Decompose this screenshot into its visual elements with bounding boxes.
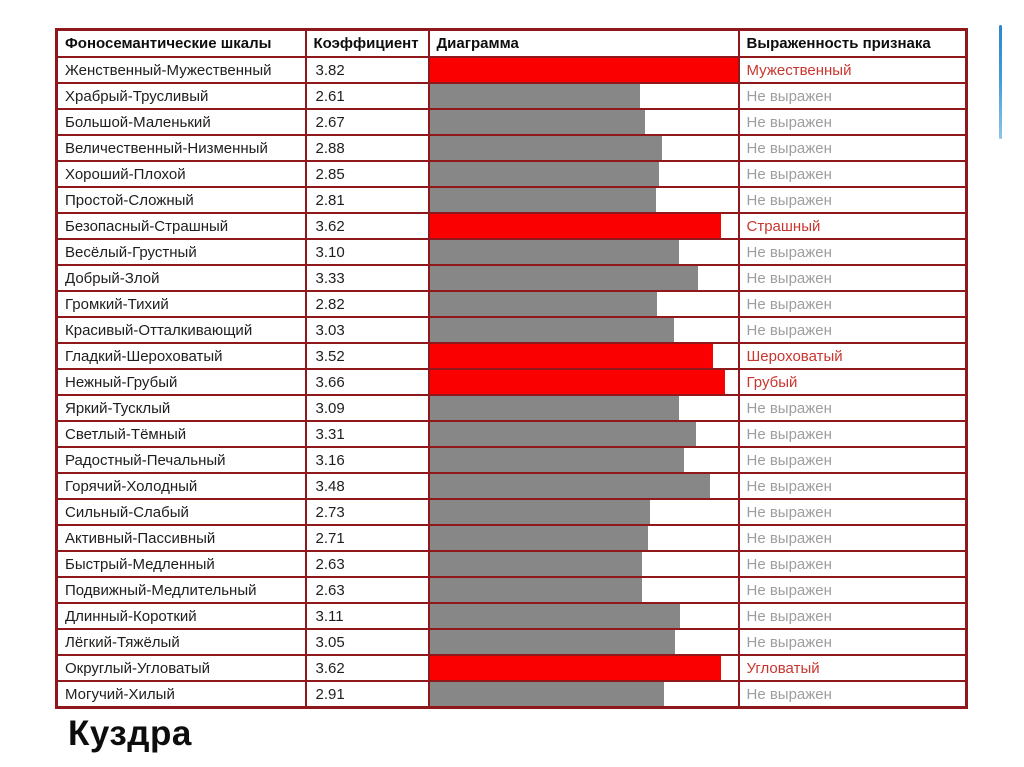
coefficient-cell: 3.09 <box>306 395 429 421</box>
table-row <box>57 343 967 369</box>
scale-cell: Округлый-Угловатый <box>57 655 306 681</box>
diagram-cell <box>429 551 739 577</box>
diagram-cell <box>429 369 739 395</box>
table-row <box>57 603 967 629</box>
diagram-bar <box>430 474 711 498</box>
scale-cell: Храбрый-Трусливый <box>57 83 306 109</box>
table-row <box>57 577 967 603</box>
scale-cell: Добрый-Злой <box>57 265 306 291</box>
diagram-bar <box>430 240 680 264</box>
coefficient-cell: 2.61 <box>306 83 429 109</box>
coefficient-cell: 3.31 <box>306 421 429 447</box>
scale-cell: Быстрый-Медленный <box>57 551 306 577</box>
scale-cell: Радостный-Печальный <box>57 447 306 473</box>
scale-cell: Величественный-Низменный <box>57 135 306 161</box>
coefficient-cell: 3.62 <box>306 655 429 681</box>
coefficient-cell: 2.67 <box>306 109 429 135</box>
table-row <box>57 213 967 239</box>
coefficient-cell: 2.63 <box>306 577 429 603</box>
slide-title: Куздра <box>68 714 192 753</box>
diagram-cell <box>429 395 739 421</box>
scale-cell: Длинный-Короткий <box>57 603 306 629</box>
feature-cell: Страшный <box>739 213 967 239</box>
header-scales: Фоносемантические шкалы <box>57 30 306 58</box>
coefficient-cell: 3.10 <box>306 239 429 265</box>
table-row <box>57 83 967 109</box>
diagram-bar <box>430 552 642 576</box>
diagram-bar <box>430 188 657 212</box>
feature-cell: Шероховатый <box>739 343 967 369</box>
diagram-bar <box>430 162 660 186</box>
scale-cell: Яркий-Тусклый <box>57 395 306 421</box>
scale-cell: Сильный-Слабый <box>57 499 306 525</box>
diagram-bar <box>430 500 650 524</box>
feature-cell: Не выражен <box>739 291 967 317</box>
diagram-bar <box>430 604 681 628</box>
diagram-cell <box>429 681 739 708</box>
table-row <box>57 265 967 291</box>
header-diagram: Диаграмма <box>429 30 739 58</box>
scale-cell: Красивый-Отталкивающий <box>57 317 306 343</box>
diagram-bar <box>430 318 674 342</box>
diagram-cell <box>429 109 739 135</box>
diagram-bar <box>430 370 725 394</box>
scale-cell: Громкий-Тихий <box>57 291 306 317</box>
feature-cell: Не выражен <box>739 135 967 161</box>
diagram-cell <box>429 473 739 499</box>
feature-cell: Не выражен <box>739 317 967 343</box>
scale-cell: Гладкий-Шероховатый <box>57 343 306 369</box>
table-row <box>57 395 967 421</box>
diagram-cell <box>429 187 739 213</box>
scale-cell: Большой-Маленький <box>57 109 306 135</box>
feature-cell: Не выражен <box>739 629 967 655</box>
scale-cell: Могучий-Хилый <box>57 681 306 708</box>
scale-cell: Лёгкий-Тяжёлый <box>57 629 306 655</box>
feature-cell: Не выражен <box>739 421 967 447</box>
feature-cell: Не выражен <box>739 551 967 577</box>
table-row <box>57 525 967 551</box>
feature-cell: Не выражен <box>739 265 967 291</box>
coefficient-cell: 3.16 <box>306 447 429 473</box>
scale-cell: Хороший-Плохой <box>57 161 306 187</box>
diagram-bar <box>430 292 657 316</box>
coefficient-cell: 2.71 <box>306 525 429 551</box>
feature-cell: Не выражен <box>739 239 967 265</box>
coefficient-cell: 2.85 <box>306 161 429 187</box>
diagram-bar <box>430 448 685 472</box>
coefficient-cell: 3.05 <box>306 629 429 655</box>
table-row <box>57 551 967 577</box>
diagram-cell <box>429 603 739 629</box>
feature-cell: Не выражен <box>739 603 967 629</box>
diagram-cell <box>429 655 739 681</box>
header-row <box>57 30 967 58</box>
diagram-cell <box>429 161 739 187</box>
coefficient-cell: 3.03 <box>306 317 429 343</box>
coefficient-cell: 3.66 <box>306 369 429 395</box>
scale-cell: Простой-Сложный <box>57 187 306 213</box>
scale-cell: Активный-Пассивный <box>57 525 306 551</box>
scale-cell: Подвижный-Медлительный <box>57 577 306 603</box>
diagram-cell <box>429 629 739 655</box>
header-coefficient: Коэффициент <box>306 30 429 58</box>
scale-cell: Светлый-Тёмный <box>57 421 306 447</box>
feature-cell: Не выражен <box>739 499 967 525</box>
feature-cell: Не выражен <box>739 187 967 213</box>
diagram-cell <box>429 499 739 525</box>
diagram-cell <box>429 239 739 265</box>
diagram-cell <box>429 57 739 83</box>
coefficient-cell: 2.91 <box>306 681 429 708</box>
table-row <box>57 291 967 317</box>
diagram-cell <box>429 525 739 551</box>
diagram-cell <box>429 135 739 161</box>
coefficient-cell: 3.62 <box>306 213 429 239</box>
table-row <box>57 109 967 135</box>
scale-cell: Нежный-Грубый <box>57 369 306 395</box>
table-row <box>57 239 967 265</box>
table-row <box>57 57 967 83</box>
diagram-bar <box>430 578 642 602</box>
coefficient-cell: 3.11 <box>306 603 429 629</box>
diagram-bar <box>430 344 714 368</box>
table-row <box>57 447 967 473</box>
diagram-bar <box>430 58 738 82</box>
feature-cell: Мужественный <box>739 57 967 83</box>
table-row <box>57 135 967 161</box>
feature-cell: Не выражен <box>739 161 967 187</box>
coefficient-cell: 2.88 <box>306 135 429 161</box>
diagram-bar <box>430 266 698 290</box>
diagram-bar <box>430 422 697 446</box>
table-header <box>57 30 967 58</box>
coefficient-cell: 2.81 <box>306 187 429 213</box>
scale-cell: Безопасный-Страшный <box>57 213 306 239</box>
coefficient-cell: 3.48 <box>306 473 429 499</box>
diagram-cell <box>429 343 739 369</box>
slide-accent-line-decoration <box>999 25 1002 139</box>
table-row <box>57 187 967 213</box>
diagram-cell <box>429 421 739 447</box>
diagram-cell <box>429 83 739 109</box>
diagram-cell <box>429 317 739 343</box>
diagram-bar <box>430 656 722 680</box>
table-body <box>57 57 967 708</box>
feature-cell: Не выражен <box>739 109 967 135</box>
diagram-bar <box>430 110 645 134</box>
feature-cell: Не выражен <box>739 447 967 473</box>
phonosemantic-table <box>55 28 968 709</box>
diagram-cell <box>429 447 739 473</box>
diagram-bar <box>430 396 679 420</box>
table-row <box>57 161 967 187</box>
scale-cell: Женственный-Мужественный <box>57 57 306 83</box>
feature-cell: Не выражен <box>739 473 967 499</box>
header-feature: Выраженность признака <box>739 30 967 58</box>
diagram-bar <box>430 682 665 706</box>
diagram-bar <box>430 214 722 238</box>
scale-cell: Горячий-Холодный <box>57 473 306 499</box>
feature-cell: Не выражен <box>739 525 967 551</box>
table-row <box>57 369 967 395</box>
table-row <box>57 629 967 655</box>
diagram-bar <box>430 526 648 550</box>
feature-cell: Не выражен <box>739 395 967 421</box>
coefficient-cell: 3.33 <box>306 265 429 291</box>
diagram-cell <box>429 577 739 603</box>
table-row <box>57 655 967 681</box>
diagram-cell <box>429 213 739 239</box>
feature-cell: Грубый <box>739 369 967 395</box>
feature-cell: Не выражен <box>739 83 967 109</box>
coefficient-cell: 2.63 <box>306 551 429 577</box>
feature-cell: Не выражен <box>739 681 967 708</box>
table-row <box>57 473 967 499</box>
diagram-bar <box>430 136 662 160</box>
diagram-bar <box>430 84 640 108</box>
coefficient-cell: 2.82 <box>306 291 429 317</box>
feature-cell: Не выражен <box>739 577 967 603</box>
table-row <box>57 421 967 447</box>
diagram-cell <box>429 265 739 291</box>
coefficient-cell: 2.73 <box>306 499 429 525</box>
table-row <box>57 681 967 708</box>
coefficient-cell: 3.52 <box>306 343 429 369</box>
diagram-cell <box>429 291 739 317</box>
scale-cell: Весёлый-Грустный <box>57 239 306 265</box>
table-row <box>57 317 967 343</box>
diagram-bar <box>430 630 676 654</box>
feature-cell: Угловатый <box>739 655 967 681</box>
coefficient-cell: 3.82 <box>306 57 429 83</box>
table-row <box>57 499 967 525</box>
